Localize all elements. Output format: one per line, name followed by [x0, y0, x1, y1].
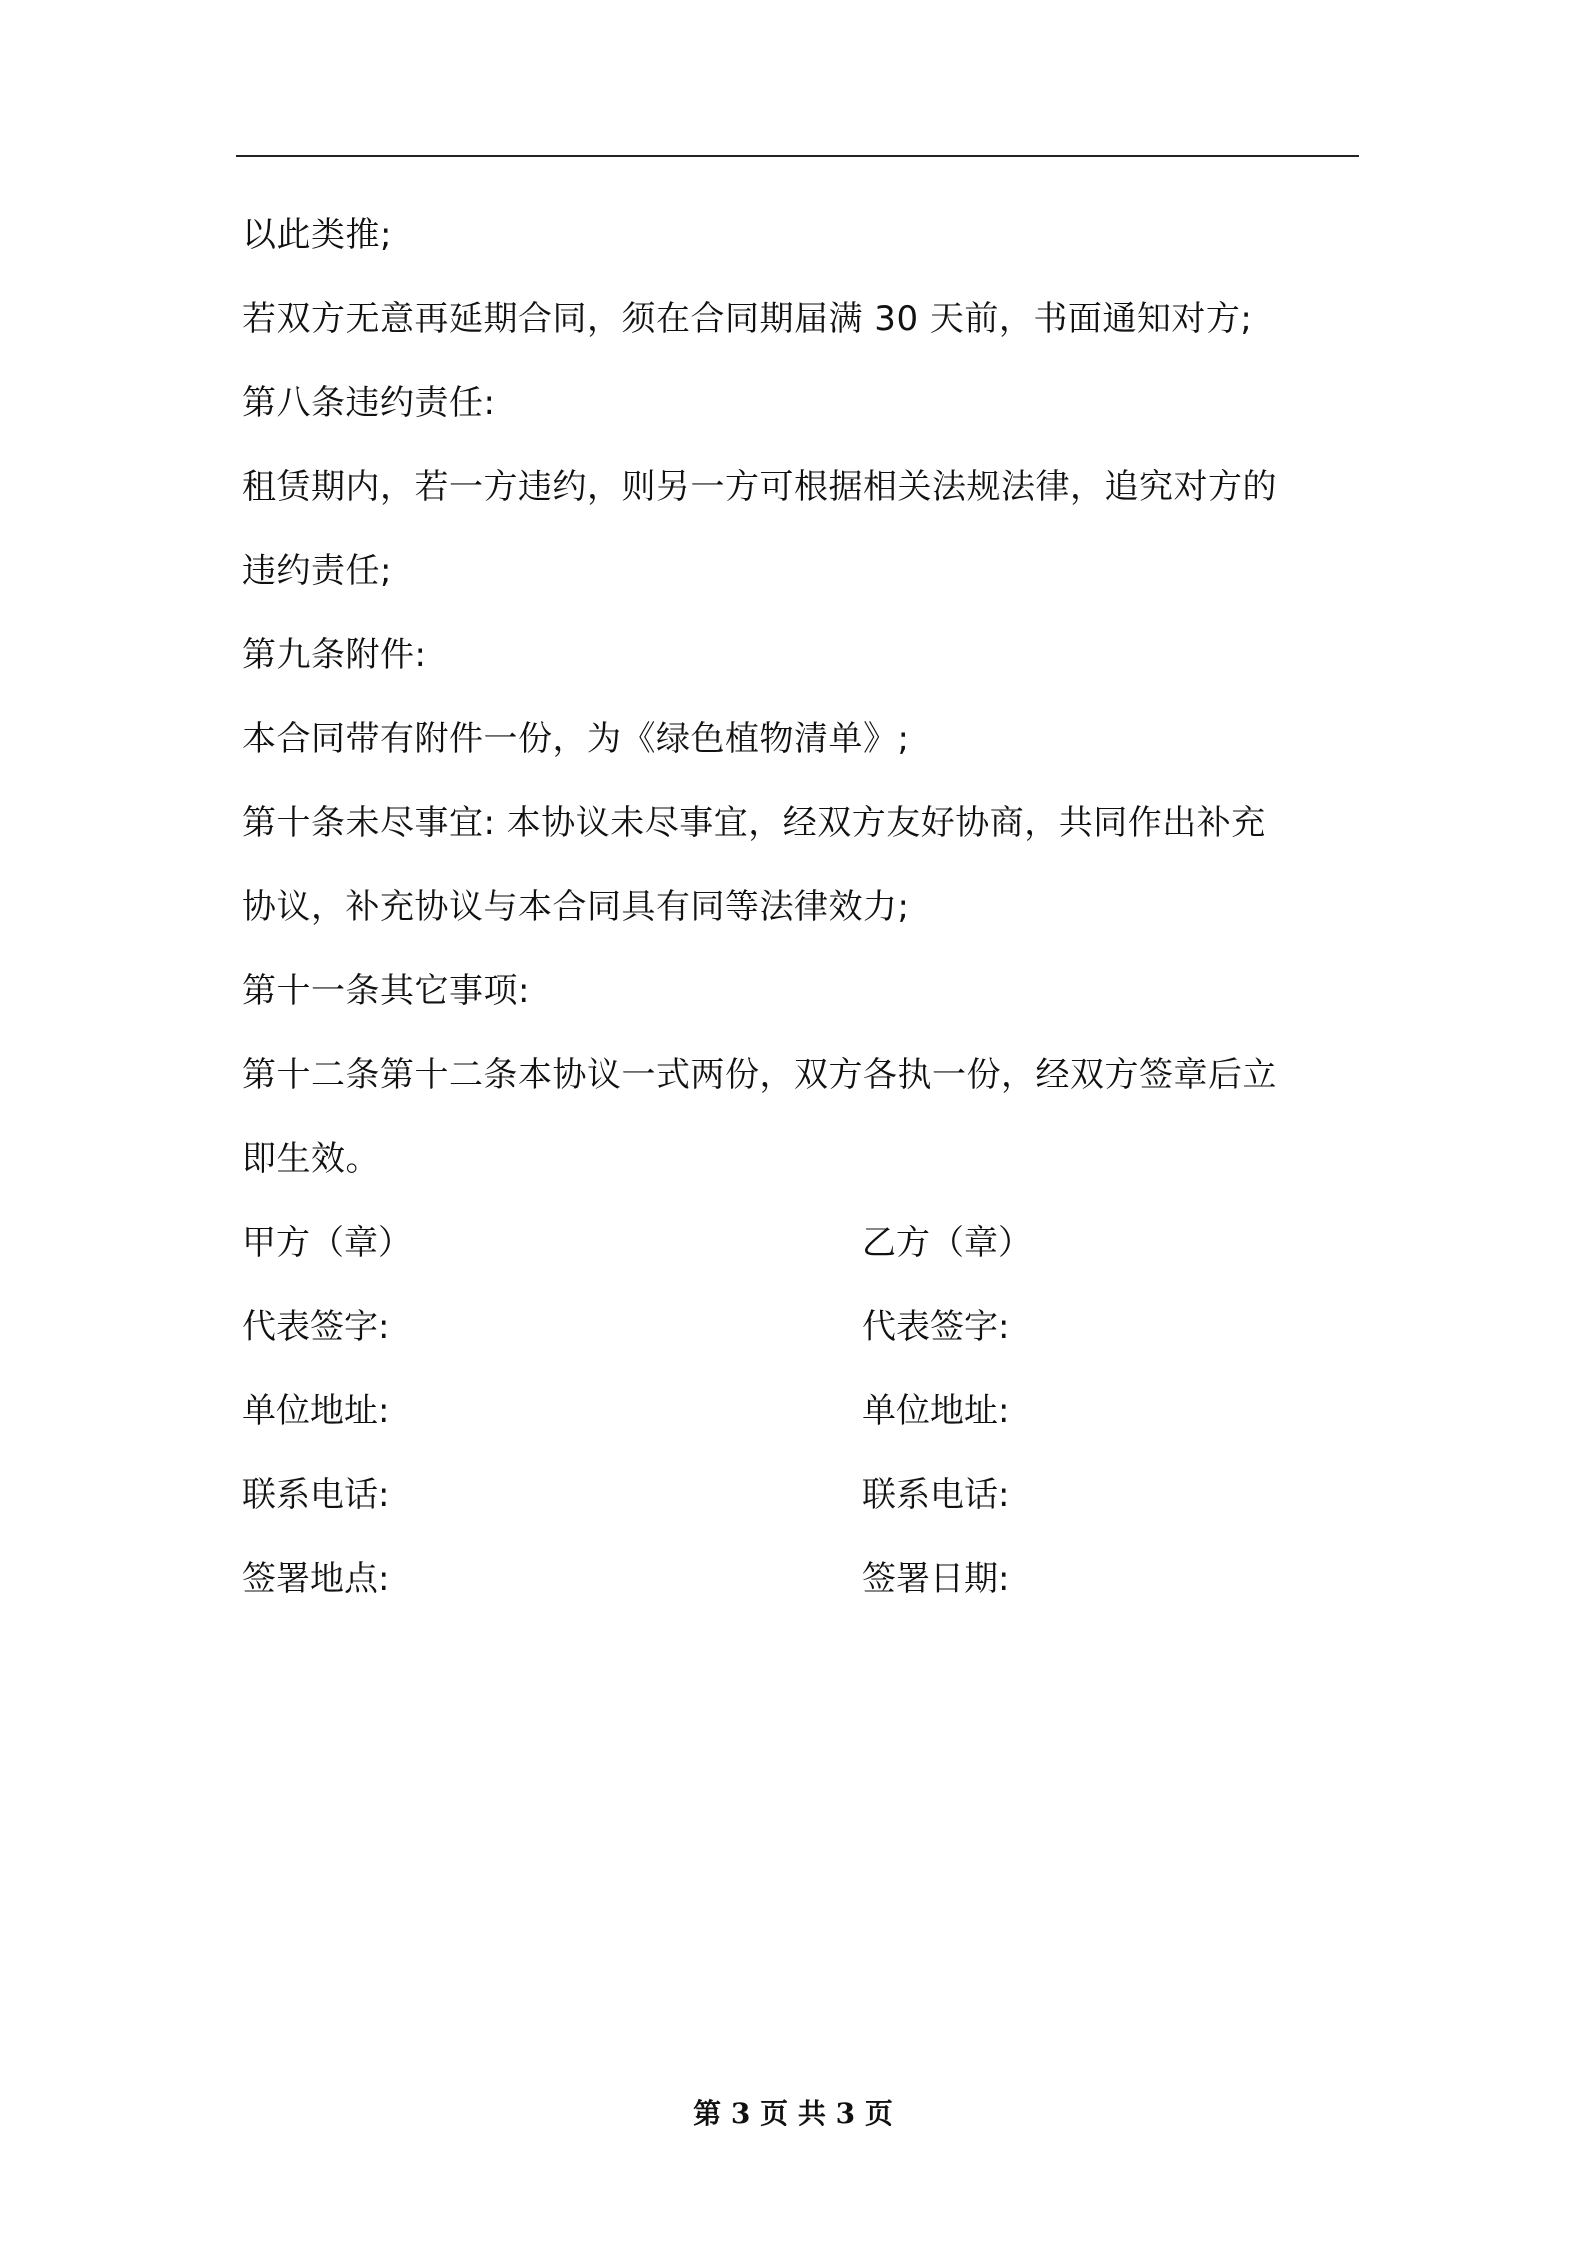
party-b-title: 乙方（章） [862, 1223, 1032, 1263]
party-b-date-label: 签署日期: [862, 1559, 1010, 1599]
party-b-address-label: 单位地址: [862, 1391, 1010, 1431]
signature-row-title [242, 1201, 1362, 1285]
party-b-representative-label: 代表签字: [862, 1307, 1010, 1347]
article-heading: 第十一条其它事项: [242, 971, 530, 1011]
party-a-address-label: 单位地址: [242, 1391, 390, 1431]
signature-row-phone [242, 1453, 1362, 1537]
signature-row-representative [242, 1285, 1362, 1369]
page-number-footer: 第 3 页 共 3 页 [693, 2097, 893, 2130]
paragraph-line: 第十二条第十二条本协议一式两份，双方各执一份，经双方签章后立 [242, 1055, 1277, 1095]
header-rule [236, 155, 1359, 157]
party-b-phone-label: 联系电话: [862, 1475, 1010, 1515]
paragraph-line: 违约责任; [242, 551, 392, 591]
party-a-representative-label: 代表签字: [242, 1307, 390, 1347]
document-body [242, 193, 1362, 1621]
party-a-phone-label: 联系电话: [242, 1475, 390, 1515]
party-a-title: 甲方（章） [242, 1223, 412, 1263]
paragraph-line: 本合同带有附件一份，为《绿色植物清单》; [242, 719, 910, 759]
paragraph-line: 租赁期内，若一方违约，则另一方可根据相关法规法律，追究对方的 [242, 467, 1277, 507]
party-a-place-label: 签署地点: [242, 1559, 390, 1599]
signature-row-place-date [242, 1537, 1362, 1621]
article-heading: 第九条附件: [242, 635, 427, 675]
paragraph-line: 第十条未尽事宜: 本协议未尽事宜，经双方友好协商，共同作出补充 [242, 803, 1266, 843]
article-heading: 第八条违约责任: [242, 383, 496, 423]
paragraph-line: 以此类推; [242, 215, 392, 255]
signature-row-address [242, 1369, 1362, 1453]
paragraph-line: 协议，补充协议与本合同具有同等法律效力; [242, 887, 910, 927]
paragraph-line: 若双方无意再延期合同，须在合同期届满 30 天前，书面通知对方; [242, 299, 1253, 339]
paragraph-line: 即生效。 [242, 1139, 380, 1179]
